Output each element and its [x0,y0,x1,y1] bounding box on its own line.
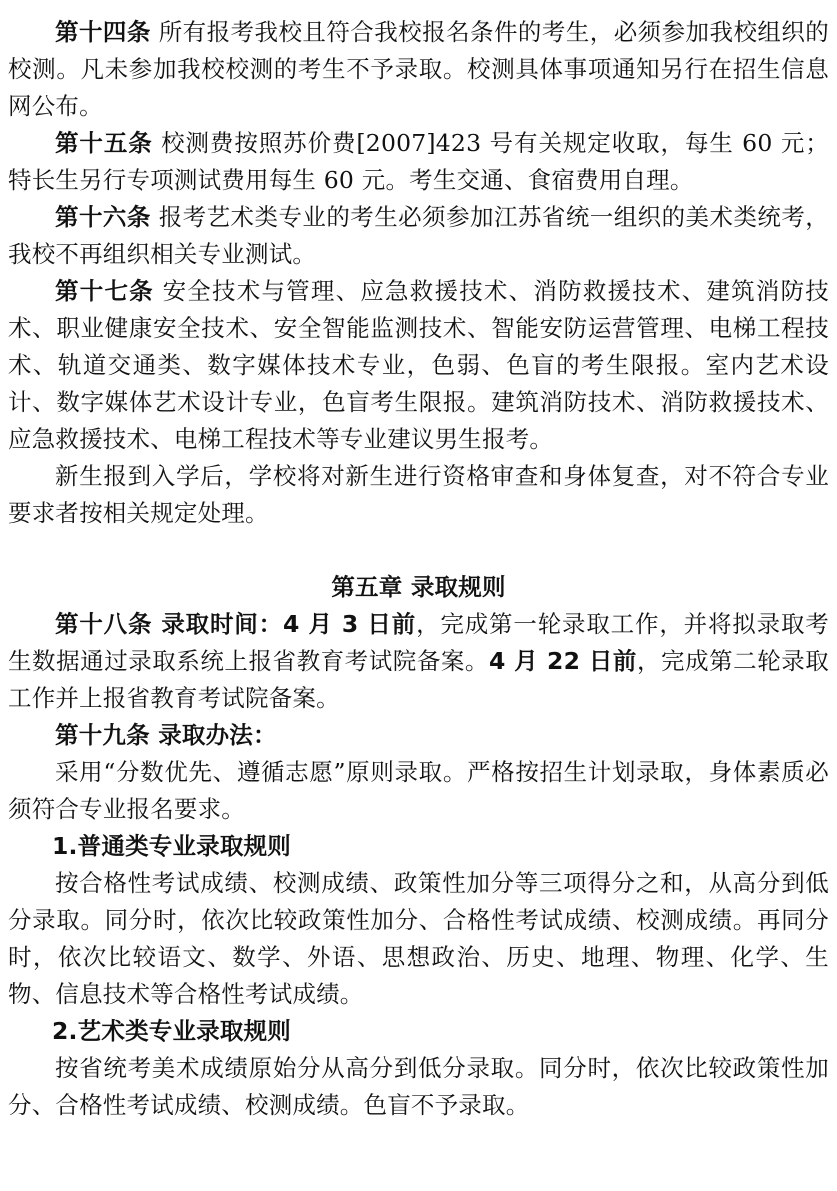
article-14-heading: 第十四条 [55,18,151,46]
article-18 [8,606,829,717]
article-17-text: 安全技术与管理、应急救援技术、消防救援技术、建筑消防技术、职业健康安全技术、安全智能监测技术、智能安防运营管理、电梯工程技术、轨道交通类、数字媒体技术专业，色弱、色盲的考生限报。室内艺术设计、数字媒体艺术设计专业，色盲考生限报。建筑消防技术、消防救援技术、应急救援技术、电梯工程技术等专业建议男生报考。 [8,277,829,453]
rule-1-title: 1.普通类专业录取规则 [52,832,291,860]
article-16-text: 报考艺术类专业的考生必须参加江苏省统一组织的美术类统考，我校不再组织相关专业测试。 [8,203,829,268]
chapter-5-title: 第五章 录取规则 [331,573,506,601]
article-18-text-2: ，完成第二轮录取工作并上报省教育考试院备案。 [8,647,830,712]
article-19-bold: 录取办法： [149,721,277,749]
article-18-bold-1: 录取时间：4 月 3 日前 [152,610,417,638]
article-19-heading: 第十九条 [55,721,150,749]
article-19-principle: 采用“分数优先、遵循志愿”原则录取。严格按招生计划录取，身体素质必须符合专业报名要求。 [8,758,829,823]
article-15-heading: 第十五条 [55,129,153,157]
article-18-heading: 第十八条 [55,610,153,638]
article-15-text: 校测费按照苏价费[2007]423 号有关规定收取，每生 60 元；特长生另行专项测试费用每生 60 元。考生交通、食宿费用自理。 [8,129,829,194]
article-18-bold-2: 4 月 22 日前 [488,647,637,675]
article-18-text-1: ，完成第一轮录取工作，并将拟录取考生数据通过录取系统上报省教育考试院备案。 [8,610,829,675]
rule-2-text: 按省统考美术成绩原始分从高分到低分录取。同分时，依次比较政策性加分、合格性考试成绩、校测成绩。色盲不予录取。 [8,1054,829,1119]
article-14 [8,14,829,125]
article-19 [8,717,829,754]
article-17-heading: 第十七条 [55,277,154,305]
rule-2-title: 2.艺术类专业录取规则 [52,1017,291,1045]
article-14-text: 所有报考我校且符合我校报名条件的考生，必须参加我校组织的校测。凡未参加我校校测的考生不予录取。校测具体事项通知另行在招生信息网公布。 [8,18,829,120]
new-students-paragraph: 新生报到入学后，学校将对新生进行资格审查和身体复查，对不符合专业要求者按相关规定处理。 [8,462,829,527]
article-15 [8,125,829,199]
article-16-heading: 第十六条 [55,203,151,231]
article-17 [8,273,829,458]
article-16 [8,199,829,273]
rule-1-text: 按合格性考试成绩、校测成绩、政策性加分等三项得分之和，从高分到低分录取。同分时，依次比较政策性加分、合格性考试成绩、校测成绩。再同分时，依次比较语文、数学、外语、思想政治、历史、地理、物理、化学、生物、信息技术等合格性考试成绩。 [8,869,829,1008]
